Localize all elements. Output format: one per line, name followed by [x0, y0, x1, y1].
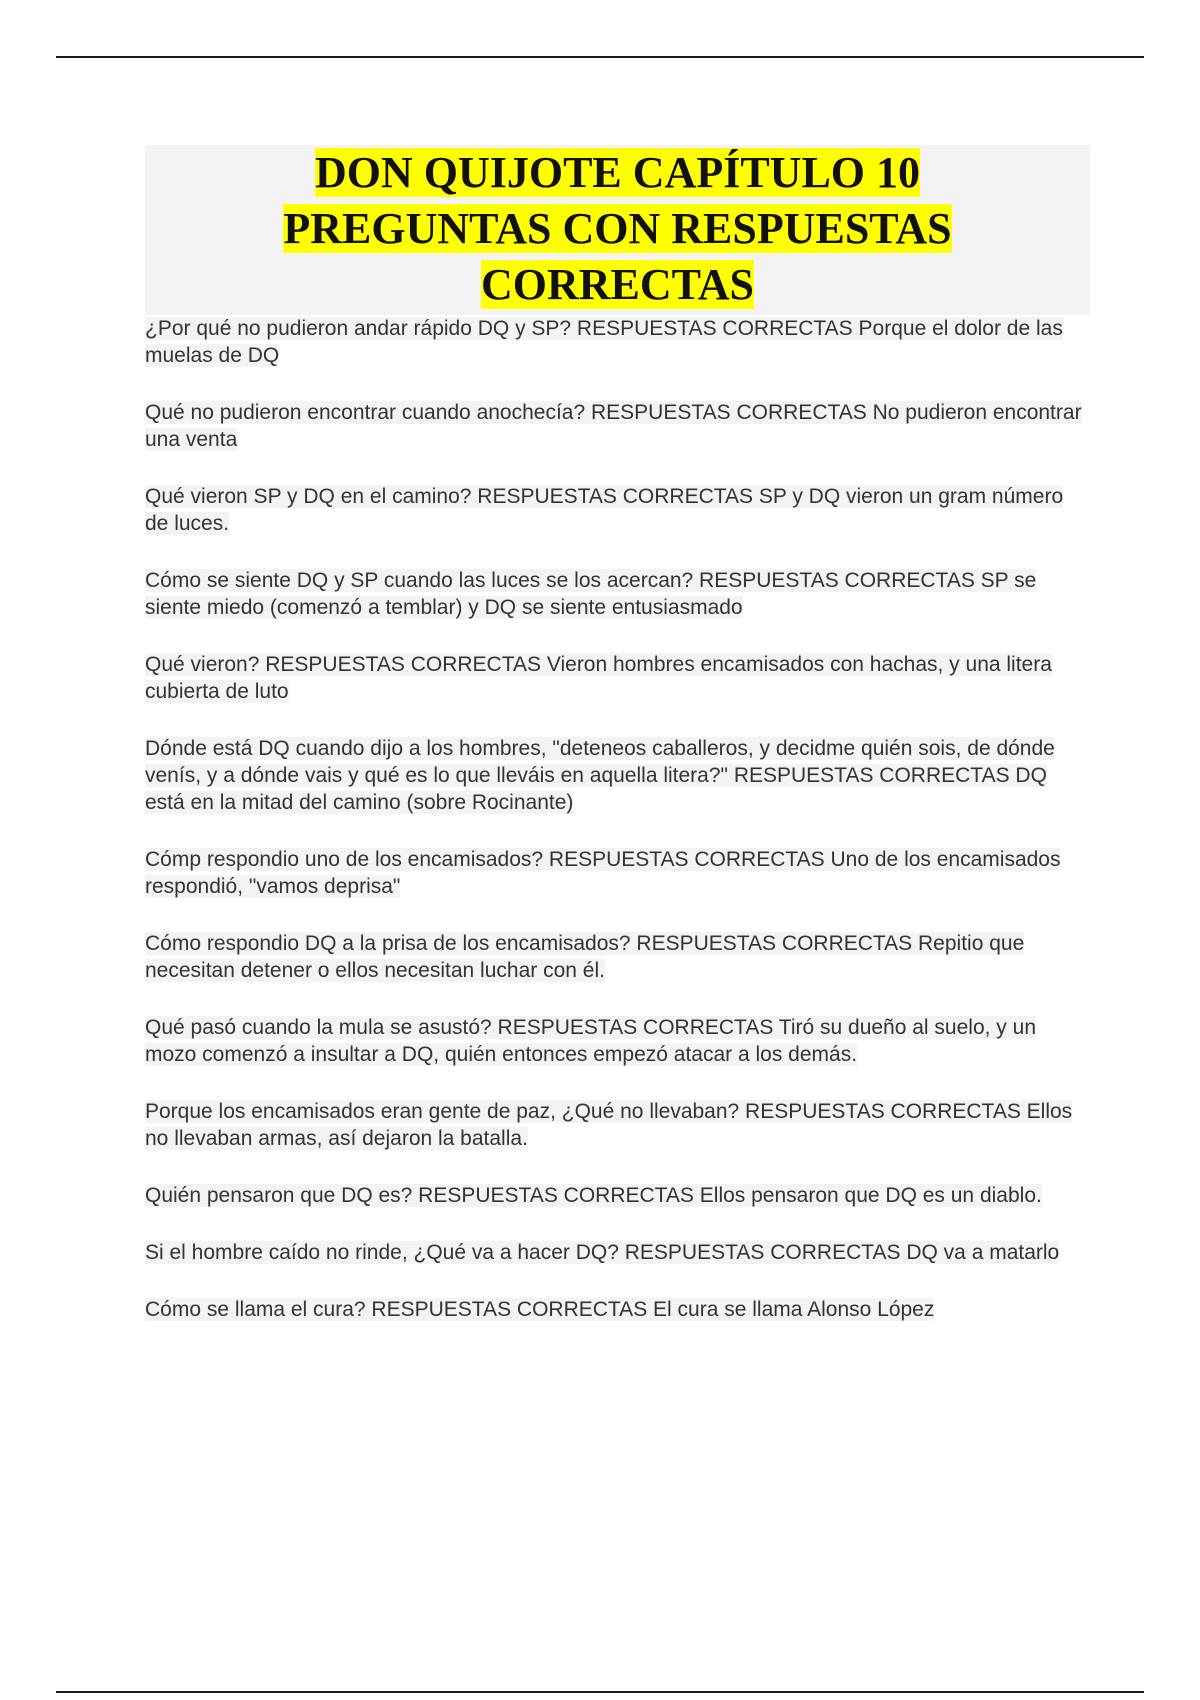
qa-item-text: Qué vieron SP y DQ en el camino? RESPUESTAS CORRECTAS SP y DQ vieron un gram número de luces. — [145, 485, 1064, 535]
qa-item-text: Dónde está DQ cuando dijo a los hombres, "deteneos caballeros, y decidme quién sois, de dónde venís, y a dónde vais y qué es lo que lleváis en aquella litera?" RESPUESTAS CORRECTAS DQ está en la mitad del camino (sobre Rocinante) — [145, 737, 1055, 814]
qa-list — [145, 315, 1090, 1323]
qa-item — [145, 1182, 1090, 1209]
qa-item — [145, 1239, 1090, 1266]
qa-item — [145, 651, 1090, 705]
qa-item-text: Quién pensaron que DQ es? RESPUESTAS CORRECTAS Ellos pensaron que DQ es un diablo. — [145, 1184, 1042, 1207]
top-rule — [56, 56, 1144, 58]
qa-item — [145, 483, 1090, 537]
qa-item — [145, 930, 1090, 984]
title-line — [145, 257, 1090, 313]
qa-item-text: Si el hombre caído no rinde, ¿Qué va a hacer DQ? RESPUESTAS CORRECTAS DQ va a matarlo — [145, 1241, 1060, 1264]
qa-item — [145, 1014, 1090, 1068]
qa-item-text: Cómo respondio DQ a la prisa de los encamisados? RESPUESTAS CORRECTAS Repitio que necesitan detener o ellos necesitan luchar con él. — [145, 932, 1025, 982]
qa-item-text: Cómp respondio uno de los encamisados? RESPUESTAS CORRECTAS Uno de los encamisados respondió, "vamos deprisa" — [145, 848, 1061, 898]
qa-item-text: Cómo se siente DQ y SP cuando las luces se los acercan? RESPUESTAS CORRECTAS SP se siente miedo (comenzó a temblar) y DQ se siente entusiasmado — [145, 569, 1037, 619]
title-line-2: PREGUNTAS CON RESPUESTAS — [283, 204, 952, 253]
title-block — [145, 145, 1090, 315]
qa-item — [145, 1296, 1090, 1323]
qa-item-text: ¿Por qué no pudieron andar rápido DQ y SP? RESPUESTAS CORRECTAS Porque el dolor de las muelas de DQ — [145, 317, 1063, 367]
title-line-3: CORRECTAS — [480, 260, 754, 309]
qa-item-text: Qué pasó cuando la mula se asustó? RESPUESTAS CORRECTAS Tiró su dueño al suelo, y un mozo comenzó a insultar a DQ, quién entonces empezó atacar a los demás. — [145, 1016, 1036, 1066]
bottom-rule — [56, 1691, 1144, 1693]
qa-item-text: Porque los encamisados eran gente de paz, ¿Qué no llevaban? RESPUESTAS CORRECTAS Ellos no llevaban armas, así dejaron la batalla. — [145, 1100, 1073, 1150]
qa-item — [145, 846, 1090, 900]
qa-item-text: Qué vieron? RESPUESTAS CORRECTAS Vieron hombres encamisados con hachas, y una litera cubierta de luto — [145, 653, 1052, 703]
title-line — [145, 145, 1090, 201]
qa-item — [145, 399, 1090, 453]
qa-item — [145, 567, 1090, 621]
title-line-1: DON QUIJOTE CAPÍTULO 10 — [314, 148, 921, 197]
document-body — [145, 145, 1090, 1353]
qa-item-text: Cómo se llama el cura? RESPUESTAS CORRECTAS El cura se llama Alonso López — [145, 1298, 935, 1321]
qa-item — [145, 1098, 1090, 1152]
qa-item — [145, 735, 1090, 816]
title-line — [145, 201, 1090, 257]
qa-item-text: Qué no pudieron encontrar cuando anochecía? RESPUESTAS CORRECTAS No pudieron encontrar una venta — [145, 401, 1082, 451]
qa-item — [145, 315, 1090, 369]
